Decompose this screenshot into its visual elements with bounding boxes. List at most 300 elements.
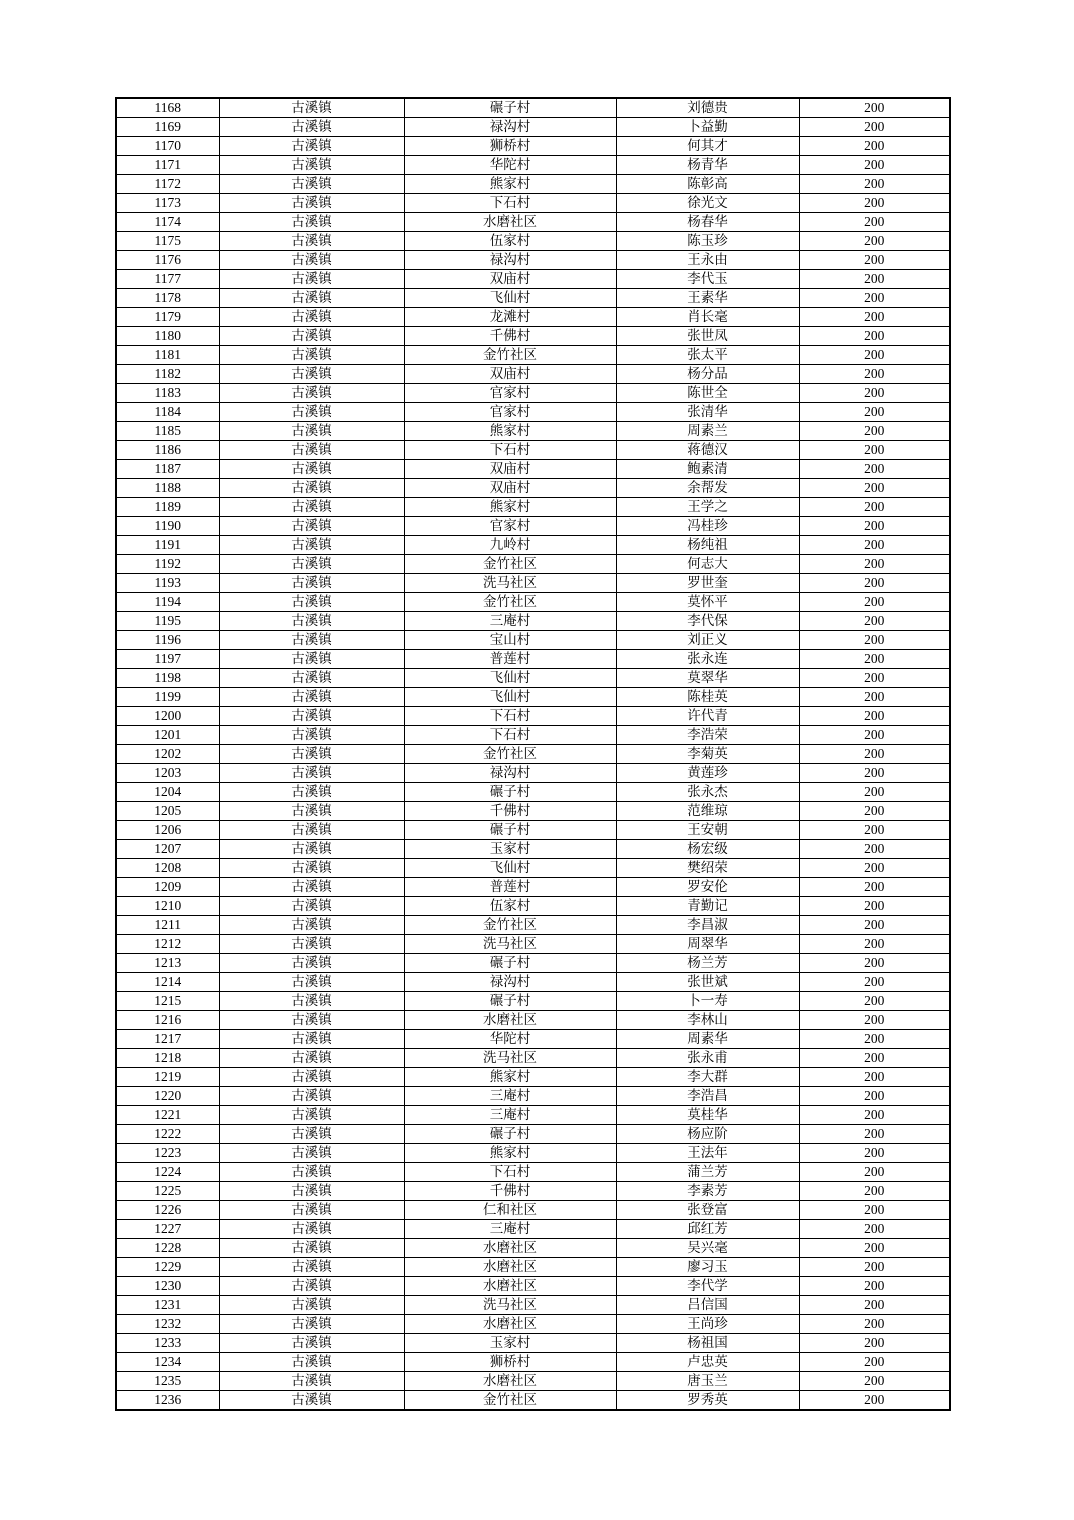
village-cell: 熊家村	[404, 1144, 616, 1163]
table-row	[116, 1201, 950, 1220]
row-number: 1228	[116, 1239, 219, 1258]
village-cell: 伍家村	[404, 897, 616, 916]
name-cell: 杨祖国	[616, 1334, 799, 1353]
town-cell: 古溪镇	[219, 726, 404, 745]
town-cell: 古溪镇	[219, 612, 404, 631]
name-cell: 李昌淑	[616, 916, 799, 935]
table-row	[116, 954, 950, 973]
amount-cell: 200	[799, 859, 950, 878]
row-number: 1212	[116, 935, 219, 954]
village-cell: 千佛村	[404, 1182, 616, 1201]
village-cell: 水磨社区	[404, 1277, 616, 1296]
town-cell: 古溪镇	[219, 707, 404, 726]
amount-cell: 200	[799, 916, 950, 935]
town-cell: 古溪镇	[219, 878, 404, 897]
name-cell: 青勤记	[616, 897, 799, 916]
row-number: 1216	[116, 1011, 219, 1030]
town-cell: 古溪镇	[219, 1030, 404, 1049]
amount-cell: 200	[799, 422, 950, 441]
row-number: 1217	[116, 1030, 219, 1049]
village-cell: 三庵村	[404, 1220, 616, 1239]
village-cell: 飞仙村	[404, 289, 616, 308]
table-row	[116, 1391, 950, 1411]
name-cell: 杨青华	[616, 156, 799, 175]
village-cell: 碾子村	[404, 1125, 616, 1144]
village-cell: 禄沟村	[404, 118, 616, 137]
name-cell: 吕信国	[616, 1296, 799, 1315]
table-row	[116, 1372, 950, 1391]
row-number: 1169	[116, 118, 219, 137]
name-cell: 李菊英	[616, 745, 799, 764]
name-cell: 卜一寿	[616, 992, 799, 1011]
row-number: 1203	[116, 764, 219, 783]
table-row	[116, 1353, 950, 1372]
name-cell: 李浩荣	[616, 726, 799, 745]
village-cell: 千佛村	[404, 327, 616, 346]
row-number: 1170	[116, 137, 219, 156]
table-row	[116, 213, 950, 232]
amount-cell: 200	[799, 1239, 950, 1258]
town-cell: 古溪镇	[219, 992, 404, 1011]
village-cell: 金竹社区	[404, 745, 616, 764]
name-cell: 刘正义	[616, 631, 799, 650]
name-cell: 莫翠华	[616, 669, 799, 688]
table-row	[116, 764, 950, 783]
town-cell: 古溪镇	[219, 1106, 404, 1125]
amount-cell: 200	[799, 1372, 950, 1391]
amount-cell: 200	[799, 1334, 950, 1353]
amount-cell: 200	[799, 878, 950, 897]
amount-cell: 200	[799, 1315, 950, 1334]
table-row	[116, 840, 950, 859]
table-row	[116, 308, 950, 327]
town-cell: 古溪镇	[219, 308, 404, 327]
village-cell: 熊家村	[404, 422, 616, 441]
amount-cell: 200	[799, 897, 950, 916]
row-number: 1185	[116, 422, 219, 441]
name-cell: 范维琼	[616, 802, 799, 821]
town-cell: 古溪镇	[219, 555, 404, 574]
name-cell: 鲍素清	[616, 460, 799, 479]
row-number: 1173	[116, 194, 219, 213]
table-row	[116, 498, 950, 517]
name-cell: 张清华	[616, 403, 799, 422]
row-number: 1168	[116, 98, 219, 118]
row-number: 1184	[116, 403, 219, 422]
village-cell: 下石村	[404, 441, 616, 460]
name-cell: 黄莲珍	[616, 764, 799, 783]
village-cell: 双庙村	[404, 365, 616, 384]
row-number: 1209	[116, 878, 219, 897]
amount-cell: 200	[799, 612, 950, 631]
table-row	[116, 1144, 950, 1163]
table-row	[116, 688, 950, 707]
name-cell: 王尚珍	[616, 1315, 799, 1334]
village-cell: 洗马社区	[404, 574, 616, 593]
table-row	[116, 536, 950, 555]
row-number: 1197	[116, 650, 219, 669]
village-cell: 仁和社区	[404, 1201, 616, 1220]
row-number: 1200	[116, 707, 219, 726]
amount-cell: 200	[799, 460, 950, 479]
village-cell: 熊家村	[404, 175, 616, 194]
table-row	[116, 1315, 950, 1334]
row-number: 1211	[116, 916, 219, 935]
village-cell: 九岭村	[404, 536, 616, 555]
table-row	[116, 1220, 950, 1239]
table-row	[116, 460, 950, 479]
row-number: 1192	[116, 555, 219, 574]
amount-cell: 200	[799, 631, 950, 650]
name-cell: 周素华	[616, 1030, 799, 1049]
village-cell: 玉家村	[404, 1334, 616, 1353]
town-cell: 古溪镇	[219, 289, 404, 308]
village-cell: 碾子村	[404, 821, 616, 840]
amount-cell: 200	[799, 1087, 950, 1106]
town-cell: 古溪镇	[219, 1353, 404, 1372]
name-cell: 莫桂华	[616, 1106, 799, 1125]
amount-cell: 200	[799, 669, 950, 688]
village-cell: 飞仙村	[404, 688, 616, 707]
table-row	[116, 897, 950, 916]
row-number: 1220	[116, 1087, 219, 1106]
amount-cell: 200	[799, 1277, 950, 1296]
amount-cell: 200	[799, 118, 950, 137]
name-cell: 李大群	[616, 1068, 799, 1087]
village-cell: 水磨社区	[404, 1239, 616, 1258]
town-cell: 古溪镇	[219, 498, 404, 517]
name-cell: 吴兴毫	[616, 1239, 799, 1258]
town-cell: 古溪镇	[219, 954, 404, 973]
name-cell: 王法年	[616, 1144, 799, 1163]
village-cell: 三庵村	[404, 1106, 616, 1125]
table-row	[116, 1334, 950, 1353]
amount-cell: 200	[799, 232, 950, 251]
amount-cell: 200	[799, 783, 950, 802]
row-number: 1233	[116, 1334, 219, 1353]
name-cell: 陈彰高	[616, 175, 799, 194]
village-cell: 三庵村	[404, 612, 616, 631]
table-row	[116, 441, 950, 460]
village-cell: 普莲村	[404, 878, 616, 897]
table-row	[116, 992, 950, 1011]
town-cell: 古溪镇	[219, 118, 404, 137]
row-number: 1188	[116, 479, 219, 498]
table-row	[116, 384, 950, 403]
amount-cell: 200	[799, 726, 950, 745]
table-row	[116, 1182, 950, 1201]
name-cell: 唐玉兰	[616, 1372, 799, 1391]
table-row	[116, 232, 950, 251]
table-row	[116, 422, 950, 441]
row-number: 1213	[116, 954, 219, 973]
row-number: 1230	[116, 1277, 219, 1296]
amount-cell: 200	[799, 289, 950, 308]
amount-cell: 200	[799, 1106, 950, 1125]
town-cell: 古溪镇	[219, 441, 404, 460]
table-row	[116, 802, 950, 821]
amount-cell: 200	[799, 1030, 950, 1049]
name-cell: 张永连	[616, 650, 799, 669]
row-number: 1229	[116, 1258, 219, 1277]
town-cell: 古溪镇	[219, 270, 404, 289]
village-cell: 金竹社区	[404, 555, 616, 574]
amount-cell: 200	[799, 156, 950, 175]
amount-cell: 200	[799, 992, 950, 1011]
table-row	[116, 1296, 950, 1315]
town-cell: 古溪镇	[219, 764, 404, 783]
table-row	[116, 270, 950, 289]
name-cell: 张世凤	[616, 327, 799, 346]
row-number: 1182	[116, 365, 219, 384]
table-row	[116, 916, 950, 935]
table-row	[116, 1277, 950, 1296]
town-cell: 古溪镇	[219, 1372, 404, 1391]
town-cell: 古溪镇	[219, 98, 404, 118]
table-row	[116, 707, 950, 726]
town-cell: 古溪镇	[219, 479, 404, 498]
town-cell: 古溪镇	[219, 1239, 404, 1258]
roster-table-body	[116, 98, 950, 1410]
row-number: 1172	[116, 175, 219, 194]
row-number: 1205	[116, 802, 219, 821]
town-cell: 古溪镇	[219, 1334, 404, 1353]
town-cell: 古溪镇	[219, 175, 404, 194]
town-cell: 古溪镇	[219, 688, 404, 707]
town-cell: 古溪镇	[219, 669, 404, 688]
amount-cell: 200	[799, 650, 950, 669]
table-row	[116, 821, 950, 840]
town-cell: 古溪镇	[219, 365, 404, 384]
name-cell: 罗世奎	[616, 574, 799, 593]
name-cell: 肖长毫	[616, 308, 799, 327]
village-cell: 玉家村	[404, 840, 616, 859]
village-cell: 金竹社区	[404, 916, 616, 935]
village-cell: 双庙村	[404, 460, 616, 479]
village-cell: 水磨社区	[404, 1258, 616, 1277]
amount-cell: 200	[799, 536, 950, 555]
town-cell: 古溪镇	[219, 156, 404, 175]
name-cell: 张登富	[616, 1201, 799, 1220]
village-cell: 飞仙村	[404, 859, 616, 878]
table-row	[116, 935, 950, 954]
table-row	[116, 289, 950, 308]
row-number: 1199	[116, 688, 219, 707]
row-number: 1206	[116, 821, 219, 840]
name-cell: 蒲兰芳	[616, 1163, 799, 1182]
amount-cell: 200	[799, 1391, 950, 1411]
town-cell: 古溪镇	[219, 1049, 404, 1068]
name-cell: 李浩昌	[616, 1087, 799, 1106]
town-cell: 古溪镇	[219, 1068, 404, 1087]
row-number: 1207	[116, 840, 219, 859]
name-cell: 李林山	[616, 1011, 799, 1030]
village-cell: 三庵村	[404, 1087, 616, 1106]
name-cell: 张太平	[616, 346, 799, 365]
row-number: 1179	[116, 308, 219, 327]
town-cell: 古溪镇	[219, 1144, 404, 1163]
amount-cell: 200	[799, 574, 950, 593]
town-cell: 古溪镇	[219, 1125, 404, 1144]
table-row	[116, 1011, 950, 1030]
town-cell: 古溪镇	[219, 593, 404, 612]
table-row	[116, 631, 950, 650]
row-number: 1196	[116, 631, 219, 650]
amount-cell: 200	[799, 1182, 950, 1201]
table-row	[116, 669, 950, 688]
name-cell: 卜益勤	[616, 118, 799, 137]
village-cell: 双庙村	[404, 270, 616, 289]
row-number: 1186	[116, 441, 219, 460]
village-cell: 碾子村	[404, 954, 616, 973]
village-cell: 下石村	[404, 1163, 616, 1182]
amount-cell: 200	[799, 802, 950, 821]
village-cell: 华陀村	[404, 1030, 616, 1049]
row-number: 1218	[116, 1049, 219, 1068]
village-cell: 洗马社区	[404, 1049, 616, 1068]
town-cell: 古溪镇	[219, 517, 404, 536]
row-number: 1198	[116, 669, 219, 688]
row-number: 1223	[116, 1144, 219, 1163]
town-cell: 古溪镇	[219, 631, 404, 650]
town-cell: 古溪镇	[219, 1087, 404, 1106]
town-cell: 古溪镇	[219, 1277, 404, 1296]
village-cell: 水磨社区	[404, 1315, 616, 1334]
name-cell: 杨宏级	[616, 840, 799, 859]
row-number: 1210	[116, 897, 219, 916]
table-row	[116, 479, 950, 498]
amount-cell: 200	[799, 1353, 950, 1372]
village-cell: 千佛村	[404, 802, 616, 821]
row-number: 1227	[116, 1220, 219, 1239]
village-cell: 洗马社区	[404, 1296, 616, 1315]
town-cell: 古溪镇	[219, 251, 404, 270]
village-cell: 碾子村	[404, 992, 616, 1011]
amount-cell: 200	[799, 707, 950, 726]
amount-cell: 200	[799, 308, 950, 327]
town-cell: 古溪镇	[219, 973, 404, 992]
amount-cell: 200	[799, 403, 950, 422]
name-cell: 李代保	[616, 612, 799, 631]
village-cell: 下石村	[404, 194, 616, 213]
village-cell: 狮桥村	[404, 137, 616, 156]
row-number: 1231	[116, 1296, 219, 1315]
amount-cell: 200	[799, 365, 950, 384]
name-cell: 杨应阶	[616, 1125, 799, 1144]
row-number: 1194	[116, 593, 219, 612]
table-row	[116, 1125, 950, 1144]
row-number: 1222	[116, 1125, 219, 1144]
table-row	[116, 327, 950, 346]
village-cell: 下石村	[404, 726, 616, 745]
row-number: 1202	[116, 745, 219, 764]
row-number: 1190	[116, 517, 219, 536]
row-number: 1189	[116, 498, 219, 517]
amount-cell: 200	[799, 98, 950, 118]
table-row	[116, 1030, 950, 1049]
amount-cell: 200	[799, 251, 950, 270]
town-cell: 古溪镇	[219, 1182, 404, 1201]
village-cell: 水磨社区	[404, 1011, 616, 1030]
table-row	[116, 346, 950, 365]
village-cell: 下石村	[404, 707, 616, 726]
table-row	[116, 1087, 950, 1106]
town-cell: 古溪镇	[219, 232, 404, 251]
village-cell: 伍家村	[404, 232, 616, 251]
row-number: 1187	[116, 460, 219, 479]
row-number: 1224	[116, 1163, 219, 1182]
village-cell: 禄沟村	[404, 973, 616, 992]
name-cell: 余帮发	[616, 479, 799, 498]
town-cell: 古溪镇	[219, 403, 404, 422]
village-cell: 碾子村	[404, 783, 616, 802]
town-cell: 古溪镇	[219, 1163, 404, 1182]
table-row	[116, 973, 950, 992]
amount-cell: 200	[799, 384, 950, 403]
amount-cell: 200	[799, 555, 950, 574]
amount-cell: 200	[799, 745, 950, 764]
name-cell: 蒋德汉	[616, 441, 799, 460]
village-cell: 宝山村	[404, 631, 616, 650]
amount-cell: 200	[799, 840, 950, 859]
town-cell: 古溪镇	[219, 384, 404, 403]
row-number: 1180	[116, 327, 219, 346]
row-number: 1219	[116, 1068, 219, 1087]
amount-cell: 200	[799, 688, 950, 707]
row-number: 1178	[116, 289, 219, 308]
town-cell: 古溪镇	[219, 745, 404, 764]
village-cell: 禄沟村	[404, 251, 616, 270]
name-cell: 刘德贵	[616, 98, 799, 118]
name-cell: 王素华	[616, 289, 799, 308]
amount-cell: 200	[799, 517, 950, 536]
table-row	[116, 98, 950, 118]
town-cell: 古溪镇	[219, 783, 404, 802]
village-cell: 飞仙村	[404, 669, 616, 688]
table-row	[116, 194, 950, 213]
amount-cell: 200	[799, 821, 950, 840]
table-row	[116, 726, 950, 745]
row-number: 1195	[116, 612, 219, 631]
name-cell: 卢忠英	[616, 1353, 799, 1372]
town-cell: 古溪镇	[219, 1220, 404, 1239]
row-number: 1221	[116, 1106, 219, 1125]
table-row	[116, 251, 950, 270]
row-number: 1181	[116, 346, 219, 365]
table-row	[116, 1258, 950, 1277]
row-number: 1214	[116, 973, 219, 992]
row-number: 1183	[116, 384, 219, 403]
amount-cell: 200	[799, 764, 950, 783]
table-row	[116, 574, 950, 593]
row-number: 1204	[116, 783, 219, 802]
row-number: 1177	[116, 270, 219, 289]
amount-cell: 200	[799, 1144, 950, 1163]
village-cell: 狮桥村	[404, 1353, 616, 1372]
roster-table	[115, 97, 951, 1411]
town-cell: 古溪镇	[219, 213, 404, 232]
table-row	[116, 156, 950, 175]
village-cell: 官家村	[404, 384, 616, 403]
table-row	[116, 745, 950, 764]
table-row	[116, 118, 950, 137]
town-cell: 古溪镇	[219, 1296, 404, 1315]
row-number: 1201	[116, 726, 219, 745]
village-cell: 水磨社区	[404, 1372, 616, 1391]
row-number: 1171	[116, 156, 219, 175]
name-cell: 杨分品	[616, 365, 799, 384]
name-cell: 张永甫	[616, 1049, 799, 1068]
